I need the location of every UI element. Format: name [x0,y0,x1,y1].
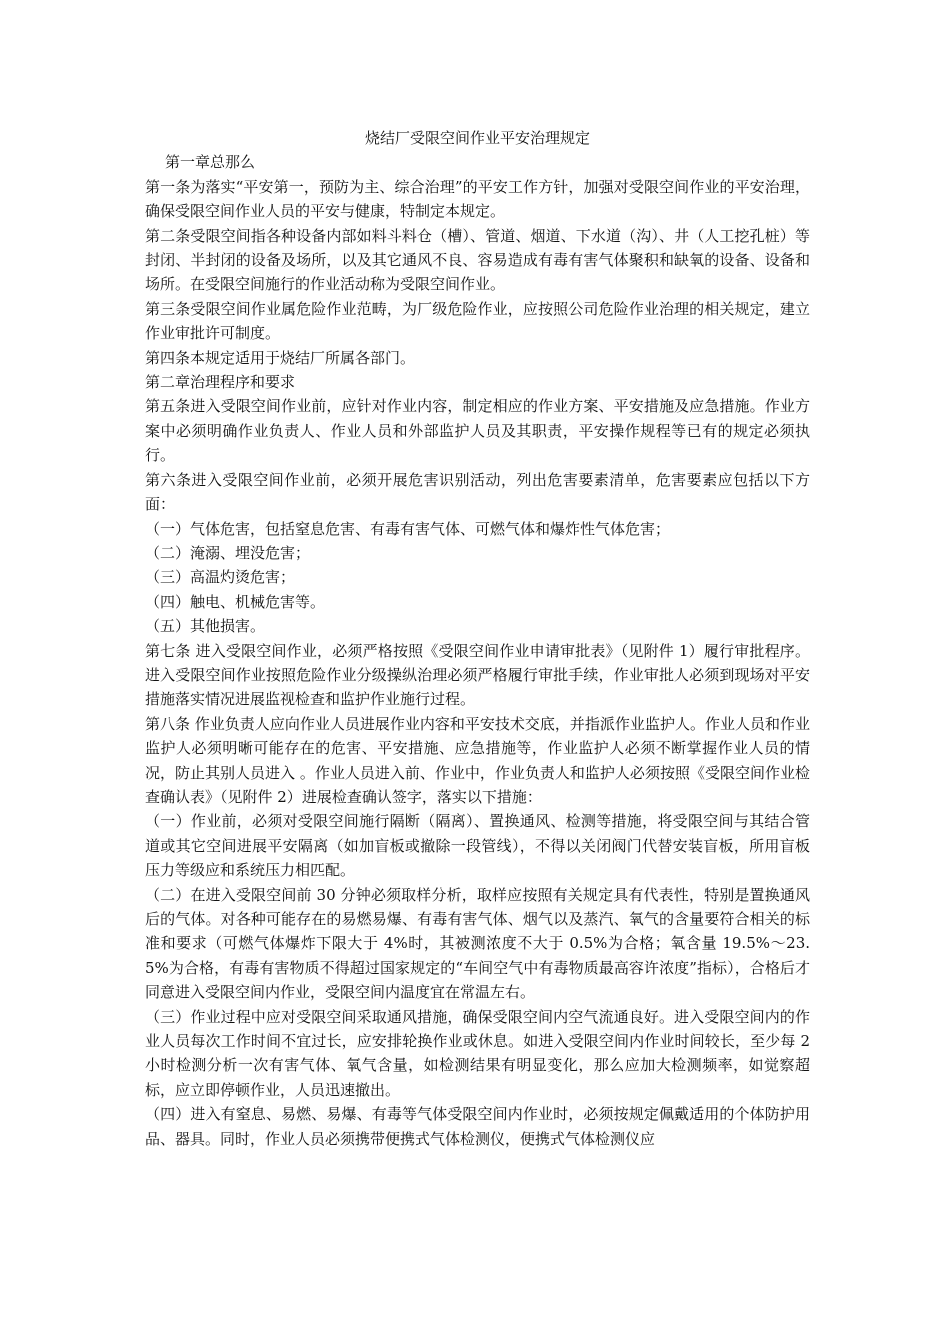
paragraph: 第五条进入受限空间作业前，应针对作业内容，制定相应的作业方案、平安措施及应急措施。作业方案中必须明确作业负责人、作业人员和外部监护人员及其职责，平安操作规程等已有的规定必须执行。 [145,397,810,465]
paragraph: 第八条 作业负责人应向作业人员进展作业内容和平安技术交底，并指派作业监护人。作业人员和作业监护人必须明晰可能存在的危害、平安措施、应急措施等，作业监护人必须不断掌握作业人员的情况，防止其别人员进入 。作业人员进入前、作业中，作业负责人和监护人必须按照《受限空间作业检查确认表》（见附件 2）进展检查确认签字，落实以下措施： [145,714,810,806]
paragraph: 第七条 进入受限空间作业，必须严格按照《受限空间作业申请审批表》（见附件 1）履行审批程序。进入受限空间作业按照危险作业分级操纵治理必须严格履行审批手续，作业审批人必须到现场对平安措施落实情况进展监视检查和监护作业施行过程。 [145,641,810,709]
paragraph: （三）高温灼烫危害； [145,568,296,587]
paragraph: （一）气体危害，包括窒息危害、有毒有害气体、可燃气体和爆炸性气体危害； [145,519,671,538]
paragraph: 第六条进入受限空间作业前，必须开展危害识别活动，列出危害要素清单，危害要素应包括以下方面： [145,470,810,514]
paragraph: 第二章治理程序和要求 [145,373,296,392]
paragraph: （二）在进入受限空间前 30 分钟必须取样分析，取样应按照有关规定具有代表性，特别是置换通风后的气体。对各种可能存在的易燃易爆、有毒有害气体、烟气以及蒸汽、氧气的含量要符合相关的标准和要求（可燃气体爆炸下限大于 4%时，其被测浓度不大于 0.5%为合格；氧含量 19.5%～23.5%为合格，有毒有害物质不得超过国家规定的“车间空气中有毒物质最高容许浓度”指标），合格后才同意进入受限空间内作业，受限空间内温度宜在常温左右。 [145,885,810,1002]
document-title: 烧结厂受限空间作业平安治理规定 [364,129,590,147]
paragraph: （四）进入有窒息、易燃、易爆、有毒等气体受限空间内作业时，必须按规定佩戴适用的个体防护用品、器具。同时，作业人员必须携带便携式气体检测仪，便携式气体检测仪应 [145,1105,810,1148]
paragraph: 第一条为落实“平安第一，预防为主、综合治理”的平安工作方针，加强对受限空间作业的平安治理，确保受限空间作业人员的平安与健康，特制定本规定。 [145,177,810,221]
paragraph: （五）其他损害。 [145,617,266,636]
paragraph: （一）作业前，必须对受限空间施行隔断（隔离）、置换通风、检测等措施，将受限空间与其结合管道或其它空间进展平安隔离（如加盲板或撤除一段管线），不得以关闭阀门代替安装盲板，所用盲板压力等级应和系统压力相匹配。 [145,812,810,880]
document-body [145,150,810,1151]
paragraph: 第二条受限空间指各种设备内部如料斗料仓（槽）、管道、烟道、下水道（沟）、井（人工挖孔桩）等封闭、半封闭的设备及场所，以及其它通风不良、容易造成有毒有害气体聚积和缺氧的设备、设备和场所。在受限空间施行的作业活动称为受限空间作业。 [145,226,810,294]
paragraph: 第一章总那么 [165,153,256,172]
document-page [145,126,810,1151]
paragraph: （四）触电、机械危害等。 [145,592,326,611]
paragraph: （三）作业过程中应对受限空间采取通风措施，确保受限空间内空气流通良好。进入受限空间内的作业人员每次工作时间不宜过长，应安排轮换作业或休息。如进入受限空间内作业时间较长，至少每 2 小时检测分析一次有害气体、氧气含量，如检测结果有明显变化，那么应加大检测频率，如觉察超标，应立即停顿作业，人员迅速撤出。 [145,1007,810,1099]
paragraph: 第三条受限空间作业属危险作业范畴，为厂级危险作业，应按照公司危险作业治理的相关规定，建立作业审批许可制度。 [145,299,810,343]
paragraph: 第四条本规定适用于烧结厂所属各部门。 [145,348,416,367]
paragraph: （二）淹溺、埋没危害； [145,543,311,562]
